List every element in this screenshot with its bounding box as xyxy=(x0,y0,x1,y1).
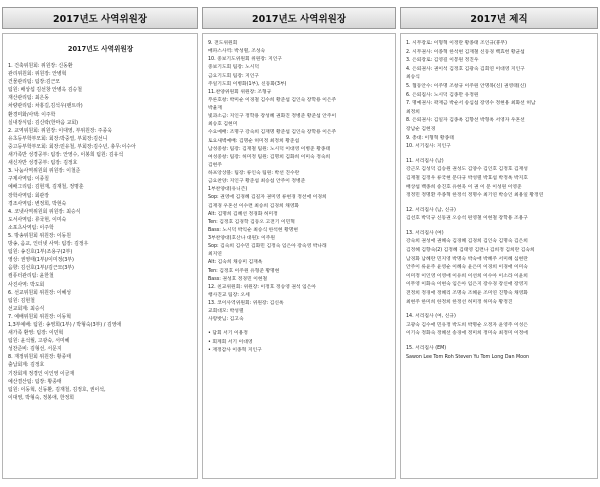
column-body xyxy=(400,33,598,479)
text-line: 4. 은퇴권사: 권이석 김정호 김광숙 김회연 이대영 지인구 xyxy=(406,66,525,72)
text-line: 3부찬양대(호산나 대원): 이주원 xyxy=(208,236,276,241)
text-line: 재산관리팀: 최은동 xyxy=(8,95,49,102)
text-line: 구제사역팀: 이종칠 xyxy=(8,176,49,183)
text-line: 방송, 음교, 인터넷 사역: 팀장: 김정우 xyxy=(8,241,89,248)
text-line: 새가족반 성경공부: 팀장: 안영수, 이봉희 팀원: 김유석 xyxy=(8,152,124,159)
text-line: 최승식 xyxy=(406,75,420,81)
text-line: 전정희 정경애 정혜리 조명숙 조혜윤 조미연 진향숙 채영화 xyxy=(406,291,528,297)
text-line: 9. 총대: 이형혁 황종태 xyxy=(406,135,454,141)
text-line: 실내장식팀: 김신락(한마음 교회) xyxy=(8,119,78,126)
text-line: 9. 전도위원회 xyxy=(208,41,238,46)
text-line: 이기숙 정화숙 정혜선 송경애 정미희 정미숙 최정미 이정애 xyxy=(406,331,528,337)
text-line: 토요새벽예배: 김명순 허미정 최정희 황준섭 xyxy=(208,138,300,144)
text-line: 이미정 이인영 이영애 이유희 이선희 이수아 이소라 이윤희 xyxy=(406,273,528,279)
line-list xyxy=(8,62,193,402)
text-line: 새신자반 성경공부: 팀장: 김정호 xyxy=(8,160,78,167)
column-body xyxy=(2,33,198,479)
text-line: 1. 건축위원회: 위원장: 신동환 xyxy=(8,63,73,69)
text-line: 강근모 김성덕 김승원 권성도 김양수 김인호 김정호 김재성 xyxy=(406,167,528,173)
text-line: • 회계회 서기 이대영 xyxy=(208,339,253,345)
text-line: 11.찬양위원회 위원장: 조형규 xyxy=(208,89,272,95)
column-subtitle: 2017년도 사역위원장 xyxy=(67,45,134,53)
text-line: Bass: 권성호 정경민 이현철 xyxy=(208,276,268,282)
text-line: 이무영 이화숙 이현숙 임은아 임은지 장수경 장신애 장영지 xyxy=(406,282,528,288)
text-line: 김재경 우혼선 이수련 최승희 김경희 채영화 xyxy=(208,203,300,209)
text-line: 경조사역팀: 변정희, 박현숙 xyxy=(8,200,67,207)
text-line: 김재철 김정우 류국현 문다규 박성렬 박효섭 박정옥 박지호 xyxy=(406,175,528,181)
text-line: 남경화 남혜란 민지영 박명숙 박숙애 박혜주 서미혜 심현란 xyxy=(406,256,528,262)
text-line: 6. 은퇴집사: 노시덕 김종만 유정원 xyxy=(406,92,479,98)
text-line: 건물관리팀: 팀장:김근모 xyxy=(8,79,61,86)
text-line: 3. 은퇴장로: 김영길 이봉원 정진우 xyxy=(406,58,479,64)
text-line: 15. 서리집사 (EM) xyxy=(406,346,447,351)
text-line: 관리위원회: 위원장: 안병혁 xyxy=(8,71,67,78)
text-line: 예산결산팀: 팀장: 황종태 xyxy=(8,378,62,385)
text-line: 중고등부학부모회: 회장:민유철, 부회장:김수년, 총무:이수아 xyxy=(8,143,136,150)
text-line: 팀원: 배상섭 김선창 안병옥 김승철 xyxy=(8,87,83,94)
text-line: 12. 서리집사 (남, 신규) xyxy=(406,207,456,213)
text-line: 정정민 정명환 주종혁 한정석 정명수 최기연 박승인 최용일 황정연 xyxy=(406,193,544,199)
text-line: 10. 중보기도위원회 위원장: 지인구 xyxy=(208,57,283,63)
text-line: 음향: 김선호(1부)/김근모(3부) xyxy=(8,265,74,272)
text-line: 교회대모: 박성렬 xyxy=(208,309,244,315)
text-line: 13. 서리집사 (여) xyxy=(406,230,444,236)
text-line: 7. 명예권사: 곽재금 박순서 송심섭 장영수 정현용 최화선 허남 xyxy=(406,101,536,107)
text-line: 강숙희 권성애 권혜숙 김경혜 김경희 김인숙 김명숙 김은희 xyxy=(406,239,528,245)
text-line: 도서사역팀: 류국현, 이미숙 xyxy=(8,216,67,223)
text-line: 7. 예배위원회 위원장: 이동혁 xyxy=(8,313,71,320)
column-body xyxy=(202,33,396,479)
text-line: 최현주 한미희 한정희 한정선 허미정 허미숙 황정진 xyxy=(406,299,513,305)
text-line: 5. 협동안수: 이주명 조창규 이주원 안명목(신) 권영태(신) xyxy=(406,83,527,89)
text-line: 팀원: 송진호(1부)조용구(2부) xyxy=(8,249,73,256)
text-line: 2. 교역위원회: 위원장: 이대영, 부위원장: 주종욱 xyxy=(8,127,112,134)
column-header: 2017년도 사역위원장 xyxy=(2,7,198,29)
text-line: 장학사역팀: 회관장 xyxy=(8,192,49,199)
text-line: 1. 시무장로: 이형혁 이정란 황종태 조인규(휴무) xyxy=(406,41,507,46)
text-line: 사진사역: 박도회 xyxy=(8,281,45,288)
text-line: • 담회 서기 이용정 xyxy=(208,331,248,337)
column-header: 2017년도 사역위원장 xyxy=(202,7,396,29)
text-line: 박율재 xyxy=(208,106,222,111)
text-line: Bass: 노시덕 박익순 최승식 한석현 황명현 xyxy=(208,227,298,233)
text-line: 중보기도회 팀장: 노시덕 xyxy=(208,65,260,71)
text-line: 하프앙상블: 팀장: 류인숙 팀원: 박선 진수란 xyxy=(208,171,300,176)
text-line: • 재정감사 이종혁 지인구 xyxy=(208,347,262,353)
text-line: 최지연 xyxy=(208,252,222,258)
text-line: Ten: 김정호 이주원 유형준 황명현 xyxy=(208,268,280,274)
text-line: 사랑밧님: 김고숙 xyxy=(208,317,244,323)
text-line: 컴퓨터관리팀: 윤한철 xyxy=(8,273,54,280)
text-line: 1부찬양대(유니즌) xyxy=(208,187,248,193)
text-line: 김현주 xyxy=(208,162,222,168)
text-line: 김선호 박덕규 신동권 오승석 편영철 이현철 장학용 조용구 xyxy=(406,216,528,222)
text-line: 5. 방송위원회 위원장: 이동원 xyxy=(8,232,71,239)
text-line: 출납회계: 김정호 xyxy=(8,362,45,369)
text-line: 팀원: 윤석월, 고광숙, 서미혜 xyxy=(8,338,70,345)
text-line: 예배그리팀: 김현재, 김재철, 정명훈 xyxy=(8,184,84,191)
text-line: 1,3부예배: 팀원: 송영희(1부) / 박형숙(3부) / 김영애 xyxy=(8,322,122,328)
text-line: 주일기도회 이병화(1부), 신동화(3부) xyxy=(208,81,287,87)
text-line: Alt: 김숙희 채승미 김재옥 xyxy=(208,260,263,266)
column-3 xyxy=(400,7,598,479)
column-2 xyxy=(202,7,396,479)
text-line: 기장회계 정경인 이인영 이금재 xyxy=(8,370,75,377)
text-line: 환경미화/사택: 이주학 xyxy=(8,111,56,118)
text-line: 8. 재정위원회 위원장: 황종태 xyxy=(8,354,71,361)
text-line: 4. 코넷사역위원회 위원장: 최승식 xyxy=(8,208,81,215)
text-line: 장남순 김현경 xyxy=(406,126,436,132)
text-line: 팀원: 이동혁, 신동환, 김재철, 김정호, 권이석, xyxy=(8,386,106,393)
text-line: Ten: 김정호 김경학 김동오 고전기 이민혁 xyxy=(208,219,295,225)
text-line: 최승호 김현미 xyxy=(208,122,238,128)
text-line: 행사진교 팀장: 오세 xyxy=(208,292,250,298)
text-line: 푸른호창: 박미순 이경철 김수희 황준섭 김인숙 장학용 이은주 xyxy=(208,97,337,103)
text-line: 차량관리팀: 차홍길,김석우(팬트라) xyxy=(8,103,83,110)
line-list xyxy=(208,40,391,355)
column-header: 2017년 제직 xyxy=(400,7,598,29)
text-line: 선교회계: 최승식 xyxy=(8,305,45,312)
text-line: 팀원: 김현철 xyxy=(8,297,35,304)
text-line: 성찬준비: 김형선, 서문지 xyxy=(8,346,62,353)
line-list xyxy=(406,40,593,362)
text-line: 11. 서리집사 (남) xyxy=(406,158,444,164)
text-line: 13. 코이사역위원회: 위원장: 김신옥 xyxy=(208,301,284,306)
text-line: 영상: 권영태(1부)/이미정(3부) xyxy=(8,257,74,264)
text-line: 10. 서기집사: 지인구 xyxy=(406,144,451,150)
text-line: 금요찬양: 지인구 황준섭 최승섭 안주이 정병준 xyxy=(208,179,306,185)
text-line: Sawon Lee Tom Roh Steven Yu Tom Long Dan Moon xyxy=(406,354,530,360)
text-line: 유초등부학부모회: 회장:박중열, 부회장:김선니 xyxy=(8,135,108,142)
text-line: 2. 시무권사: 이종혁 한석현 김재철 신동경 백효헌 황균섭 xyxy=(406,49,525,55)
text-line: Sop: 권영애 김경혜 김길자 권미영 류현경 정선애 이경희 xyxy=(208,195,327,201)
text-line: 빛과소금: 지인구 정학용 장성혜 권화진 정병준 황준섭 안주이 xyxy=(208,114,337,120)
text-line: 금요기도회 팀장: 지인구 xyxy=(208,73,260,79)
text-line: 안주이 류윤주 윤영순 이혜숙 윤은미 이경희 이경애 이미숙 xyxy=(406,265,528,271)
text-line: 새가족 환영: 팀장: 이민혁 xyxy=(8,330,64,337)
column-1 xyxy=(2,7,198,479)
text-line: 여성중창: 팀장: 허미정 팀원: 김명희 김화희 이미숙 정숙희 xyxy=(208,154,331,160)
text-line: Sop: 김숙희 김수민 김화민 김정숙 임은아 장숙영 박나래 xyxy=(208,244,327,250)
text-line: 고광숙 김수애 민유정 박도희 박명순 오정자 윤영주 이성은 xyxy=(406,322,528,328)
text-line: 수요예배: 조명구 강숙희 김재명 황준섭 김인숙 장학용 이은주 xyxy=(208,130,337,136)
text-line: 최정희 xyxy=(406,109,420,115)
text-line: 8. 은퇴권사: 김일자 김종옥 김향선 박형옥 서영자 우혼선 xyxy=(406,118,525,124)
text-line: 매파스사역: 박성렬, 조성숙 xyxy=(208,49,266,55)
text-line: 이대영, 박형숙, 정봉애, 한정희 xyxy=(8,394,75,401)
text-line: 남성중창: 팀장: 김재철 팀원: 노시덕 이대영 이병준 황종태 xyxy=(208,146,331,152)
text-line: 3. 나눔사역위원회 위원장: 이철준 xyxy=(8,168,81,175)
text-line: Alt: 김명희 김혜선 정경화 허미정 xyxy=(208,211,278,217)
text-line: 소포츠사역팀: 이주학 xyxy=(8,224,54,231)
text-line: 12. 친교위원회: 위원장: 이정호 정승영 권석 임은아 xyxy=(208,284,317,290)
text-line: 6. 선교위원회 위원장: 이혜성 xyxy=(8,289,71,296)
text-line: 김정혜 김향숙(2) 김정혜 김태영 김련나 김희정 김희란 김숙희 xyxy=(406,248,535,254)
text-line: 14. 서리집사 (여, 신규) xyxy=(406,314,456,320)
text-line: 배상섭 백종희 송진호 유현욱 이 권 이 문 이성원 이영준 xyxy=(406,184,522,190)
